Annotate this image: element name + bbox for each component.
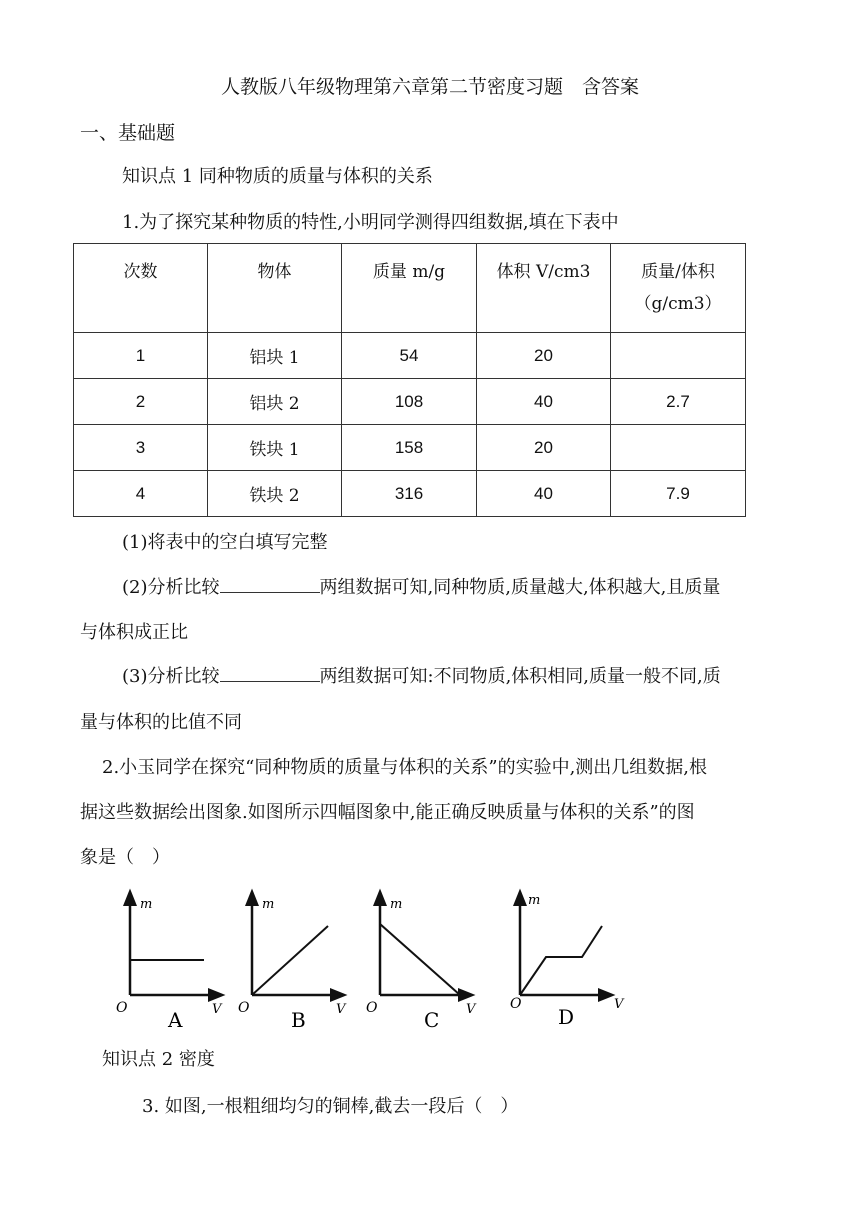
table-cell: 7.9 <box>611 471 746 517</box>
graph-c <box>366 892 477 1030</box>
graph-label-a: A <box>168 1008 183 1030</box>
origin-label: O <box>510 996 522 1012</box>
knowledge-point-1: 知识点 1 同种物质的质量与体积的关系 <box>122 166 433 187</box>
axis-label-y: m <box>528 893 541 908</box>
graph-options-figure <box>108 880 638 1030</box>
table-cell: 1 <box>74 333 208 379</box>
table-cell: 20 <box>477 425 611 471</box>
table-cell: 铁块 2 <box>208 471 342 517</box>
page-title: 人教版八年级物理第六章第二节密度习题 含答案 <box>220 76 639 98</box>
table-cell <box>611 425 746 471</box>
table-row <box>74 425 746 471</box>
table-header-cell: 质量/体积 （g/cm3） <box>611 244 746 333</box>
part-2-suffix: 两组数据可知,同种物质,质量越大,体积越大,且质量 <box>319 577 721 598</box>
origin-label: O <box>238 1000 250 1016</box>
table-header-row <box>74 244 746 333</box>
axis-label-y: m <box>140 897 153 912</box>
origin-label: O <box>366 1000 378 1016</box>
table-cell: 铝块 1 <box>208 333 342 379</box>
question-1-part-2-line-2: 与体积成正比 <box>80 622 188 643</box>
section-heading: 一、基础题 <box>80 122 176 144</box>
graph-label-c: C <box>424 1008 440 1030</box>
table-header-cell: 次数 <box>74 244 208 333</box>
table-cell: 316 <box>342 471 477 517</box>
table-header-cell: 质量 m/g <box>342 244 477 333</box>
table-cell: 铁块 1 <box>208 425 342 471</box>
part-2-prefix: (2)分析比较 <box>122 577 220 598</box>
graph-a <box>116 892 223 1030</box>
part-3-prefix: (3)分析比较 <box>122 666 220 687</box>
table-cell: 3 <box>74 425 208 471</box>
question-1-part-2 <box>122 573 720 599</box>
table-cell: 铝块 2 <box>208 379 342 425</box>
question-2-line-2: 据这些数据绘出图象.如图所示四幅图象中,能正确反映质量与体积的关系”的图 <box>80 802 695 823</box>
question-1-stem: 1.为了探究某种物质的特性,小明同学测得四组数据,填在下表中 <box>122 212 619 233</box>
question-3-stem: 3. 如图,一根粗细均匀的铜棒,截去一段后（ ） <box>142 1096 519 1117</box>
axis-label-y: m <box>262 897 275 912</box>
knowledge-point-2: 知识点 2 密度 <box>102 1049 215 1070</box>
question-1-part-3 <box>122 662 721 688</box>
graph-d <box>510 892 625 1029</box>
question-2-line-3: 象是（ ） <box>80 847 170 868</box>
table-row <box>74 471 746 517</box>
question-1-part-1: (1)将表中的空白填写完整 <box>122 532 328 553</box>
table-cell: 20 <box>477 333 611 379</box>
table-cell: 4 <box>74 471 208 517</box>
axis-label-x: V <box>466 1002 476 1017</box>
table-header-cell: 体积 V/cm3 <box>477 244 611 333</box>
axis-label-x: V <box>336 1002 346 1017</box>
part-3-suffix: 两组数据可知:不同物质,体积相同,质量一般不同,质 <box>319 666 721 687</box>
graph-label-b: B <box>291 1008 306 1030</box>
table-cell <box>611 333 746 379</box>
table-cell: 2 <box>74 379 208 425</box>
table-cell: 158 <box>342 425 477 471</box>
table-cell: 2.7 <box>611 379 746 425</box>
axis-label-y: m <box>390 897 403 912</box>
question-1-part-3-line-2: 量与体积的比值不同 <box>80 712 242 733</box>
table-cell: 108 <box>342 379 477 425</box>
table-row <box>74 379 746 425</box>
table-cell: 54 <box>342 333 477 379</box>
origin-label: O <box>116 1000 128 1016</box>
answer-blank[interactable] <box>220 574 320 593</box>
axis-label-x: V <box>614 997 624 1012</box>
data-table <box>73 243 746 517</box>
axis-label-x: V <box>212 1002 222 1017</box>
question-2-line-1: 2.小玉同学在探究“同种物质的质量与体积的关系”的实验中,测出几组数据,根 <box>102 757 708 778</box>
graph-label-d: D <box>558 1005 575 1029</box>
answer-blank[interactable] <box>220 663 320 682</box>
table-row <box>74 333 746 379</box>
table-header-cell: 物体 <box>208 244 342 333</box>
graph-b <box>238 892 347 1030</box>
table-cell: 40 <box>477 471 611 517</box>
table-cell: 40 <box>477 379 611 425</box>
